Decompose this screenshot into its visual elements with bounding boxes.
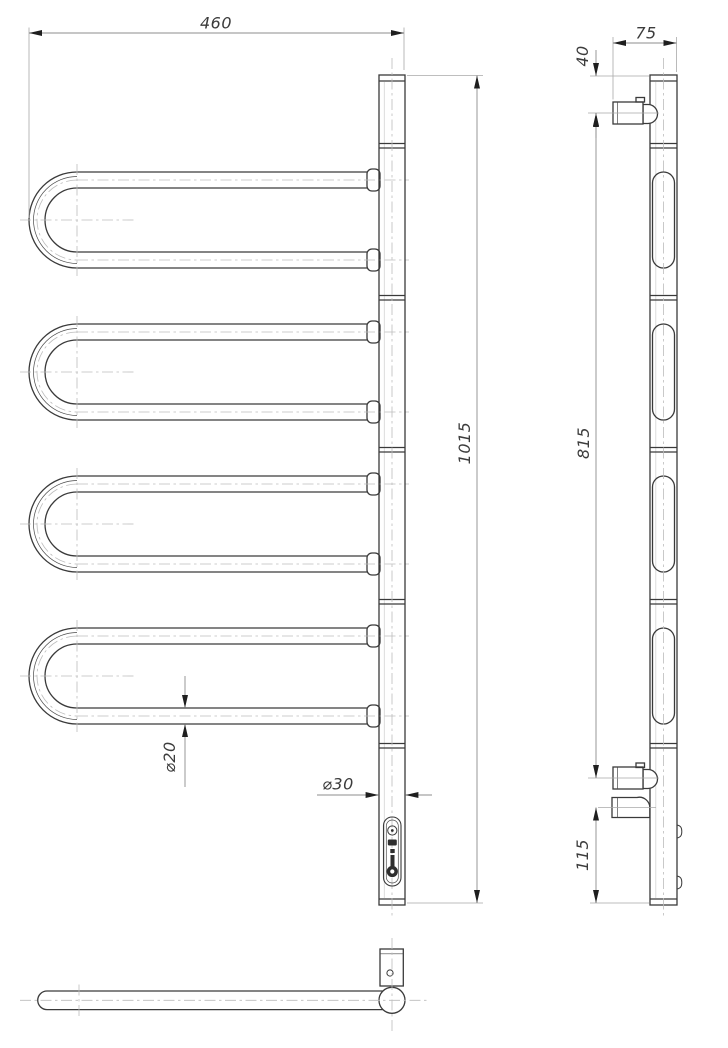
wall-bracket-bottom	[613, 763, 658, 789]
badge-edge-bump	[677, 825, 682, 838]
badge-bar	[388, 840, 397, 846]
badge-edge-bump	[677, 876, 682, 889]
dim-label-wall-depth: 75	[635, 23, 657, 43]
dim-label-overall-height: 1015	[455, 421, 474, 465]
bracket-collar	[643, 105, 658, 124]
top-view	[20, 938, 427, 1031]
dim-label-bottom-offset: 115	[573, 838, 592, 872]
bracket-collar	[643, 770, 658, 789]
swivel-arm-1	[20, 164, 409, 276]
bracket-tab	[636, 98, 645, 103]
wall-bracket-top	[613, 98, 658, 125]
dim-label-bracket-spacing: 815	[574, 426, 593, 460]
dim-label-top-offset: 40	[573, 45, 592, 67]
dim-label-tube-diameter: ⌀20	[160, 741, 179, 773]
dimensions	[29, 14, 677, 904]
dim-label-post-diameter: ⌀30	[322, 774, 354, 794]
dim-label-arm-length: 460	[199, 13, 233, 33]
swivel-arm-3	[20, 468, 409, 580]
side-view	[612, 58, 682, 918]
swivel-arm-2	[20, 316, 409, 428]
swivel-arm-4	[20, 620, 409, 732]
